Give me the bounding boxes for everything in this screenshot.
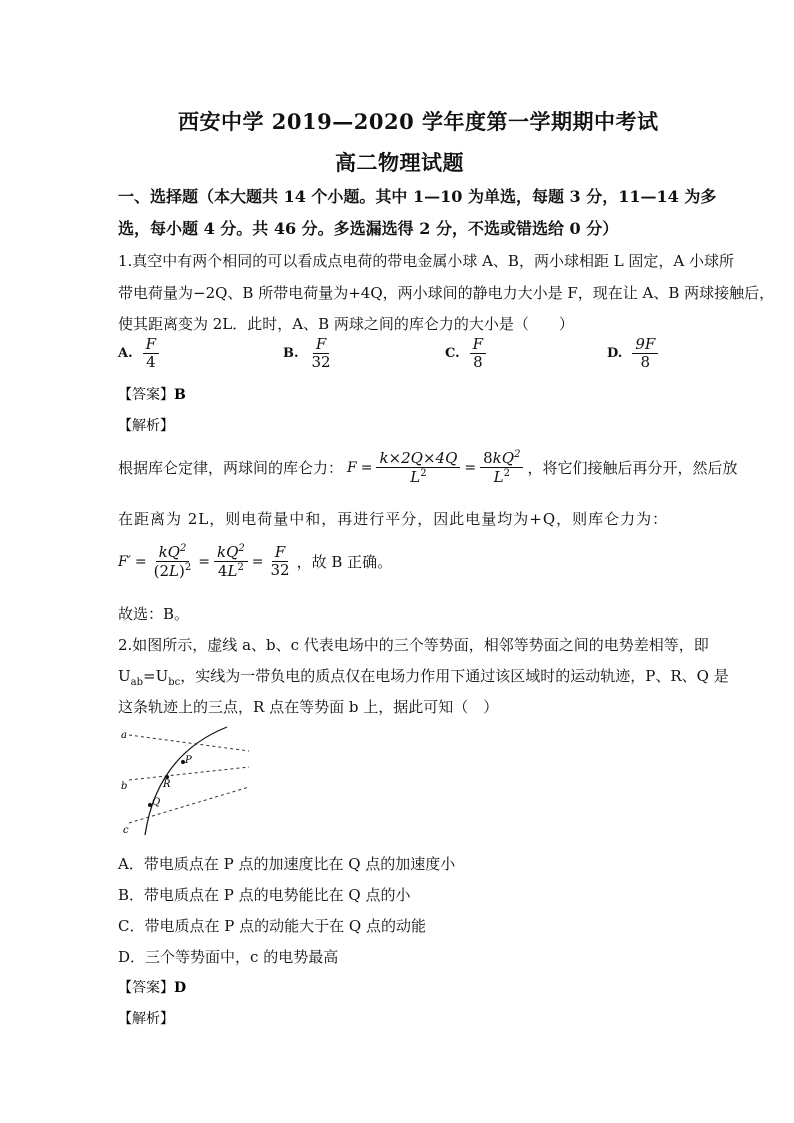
q2-analysis-tag: 【解析】 — [118, 1011, 174, 1027]
q1-text-line3: 使其距离变为 2L．此时，A、B 两球之间的库仑力的大小是（ ） — [118, 315, 574, 333]
q2-option-d[interactable]: D．三个等势面中，c 的电势最高 — [118, 948, 339, 966]
label-q: Q — [152, 797, 161, 808]
label-c: c — [123, 825, 129, 836]
label-a: a — [121, 730, 127, 741]
equipotential-figure — [117, 725, 257, 840]
section-header-line2: 选，每小题 4 分。共 46 分。多选漏选得 2 分，不选或错选给 0 分） — [118, 219, 619, 238]
answer-tag: 【答案】 — [118, 387, 174, 403]
page-subtitle: 高二物理试题 — [335, 150, 464, 175]
q1-text-line2: 带电荷量为−2Q、B 所带电荷量为+4Q，两小球间的静电力大小是 F，现在让 A、B 两球接触后， — [118, 284, 775, 302]
answer-value: D — [174, 980, 187, 996]
q1-conclusion: 故选：B。 — [118, 605, 190, 623]
q1-option-label: C. — [445, 346, 460, 362]
label-b: b — [121, 781, 128, 792]
q1-option-fraction: $\frac{F}{4}$ — [143, 336, 159, 372]
label-r: R — [163, 779, 171, 790]
q1-answer — [118, 384, 186, 404]
answer-value: B — [174, 387, 186, 403]
label-p: P — [185, 755, 192, 766]
q1-explanation-line1 — [118, 449, 737, 487]
q1-option-a[interactable] — [118, 336, 159, 372]
page-title: 西安中学 2019—2020 学年度第一学期期中考试 — [178, 109, 659, 134]
q1-expl3-suffix: ，故 B 正确。 — [296, 553, 393, 572]
q1-option-fraction: $\frac{9F}{8}$ — [632, 336, 658, 372]
q2-option-c[interactable]: C．带电质点在 P 点的动能大于在 Q 点的动能 — [118, 917, 426, 935]
q1-option-d[interactable] — [607, 336, 658, 372]
q2-option-b[interactable]: B．带电质点在 P 点的电势能比在 Q 点的小 — [118, 886, 411, 904]
q2-answer — [118, 977, 186, 997]
q1-expl1-prefix: 根据库仑定律，两球间的库仑力： — [118, 459, 344, 478]
q1-option-b[interactable] — [283, 336, 334, 372]
coulomb-formula-new: F′ = $\frac{kQ^2}{(2L)^2}$ = $\frac{kQ^2}{4L^2}$ = $\frac{F}{32}$ — [118, 543, 290, 581]
q1-explanation-line3 — [118, 543, 392, 581]
q1-text-line1: 1.真空中有两个相同的可以看成点电荷的带电金属小球 A、B，两小球相距 L 固定，A 小球所 — [118, 252, 735, 270]
q2-text-line2: $U_{ab}=U_{bc}$，实线为一带负电的质点仅在电场力作用下通过该区域时的运动轨迹，P、R、Q 是 — [118, 667, 729, 688]
answer-tag: 【答案】 — [118, 980, 174, 996]
q1-option-label: D. — [607, 346, 623, 362]
q1-option-fraction: $\frac{F}{8}$ — [470, 336, 486, 372]
equipotential-line-a — [129, 735, 249, 751]
coulomb-formula: F = $\frac{k\times 2Q\times 4Q}{L^2}$ = $\frac{8kQ^2}{L^2}$ — [347, 449, 523, 487]
trajectory-curve — [145, 727, 227, 835]
q1-option-fraction: $\frac{F}{32}$ — [311, 335, 331, 372]
equipotential-line-b — [129, 767, 249, 780]
q1-explanation-line2: 在距离为 2L，则电荷量中和，再进行平分，因此电量均为+Q，则库仑力为： — [118, 510, 669, 528]
q2-option-a[interactable]: A．带电质点在 P 点的加速度比在 Q 点的加速度小 — [118, 855, 456, 873]
q2-text-line3: 这条轨迹上的三点，R 点在等势面 b 上，据此可知（ ） — [118, 698, 499, 716]
q1-analysis-tag: 【解析】 — [118, 418, 174, 434]
q1-option-c[interactable] — [445, 336, 486, 372]
section-header-line1: 一、选择题（本大题共 14 个小题。其中 1—10 为单选，每题 3 分，11—14 为多 — [118, 187, 717, 206]
q1-option-label: A. — [118, 346, 133, 362]
q1-expl1-suffix: ，将它们接触后再分开，然后放 — [527, 459, 738, 478]
q2-text-line1: 2.如图所示，虚线 a、b、c 代表电场中的三个等势面，相邻等势面之间的电势差相等，即 — [118, 636, 709, 654]
equipotential-line-c — [129, 787, 249, 823]
q1-option-label: B. — [283, 346, 299, 362]
